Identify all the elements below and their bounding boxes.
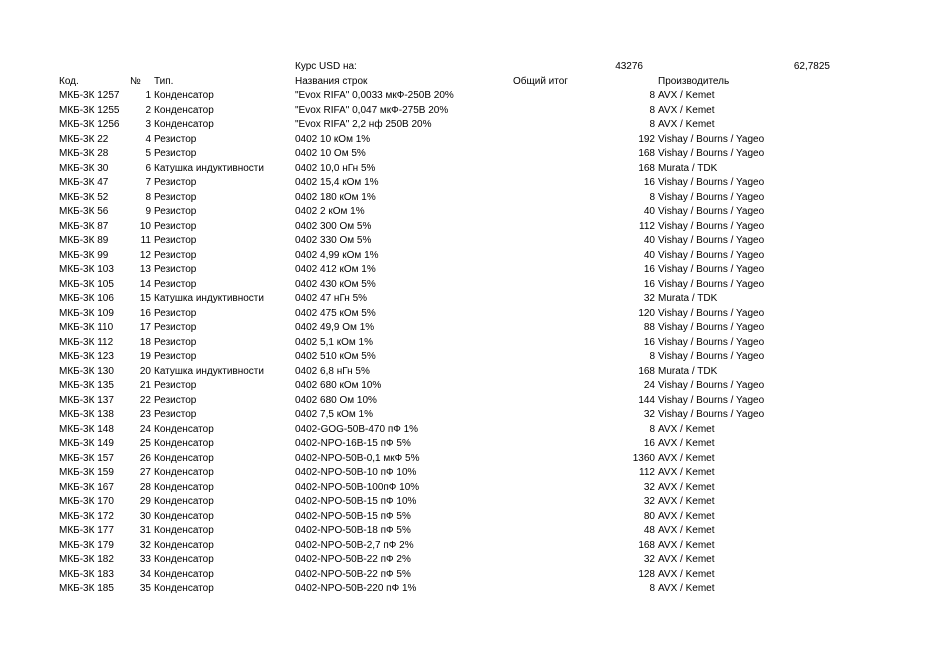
table-row [0, 495, 935, 510]
cell-type: Конденсатор [154, 452, 214, 464]
cell-total: 168 [638, 365, 655, 377]
cell-total: 16 [643, 264, 655, 275]
cell-total: 8 [649, 90, 655, 101]
cell-code: МКБ-3К 167 [59, 481, 114, 493]
cell-manufacturer: AVX / Kemet [658, 568, 715, 580]
cell-number: 32 [139, 539, 151, 551]
table-row [0, 408, 935, 423]
cell-number: 20 [139, 365, 151, 377]
cell-total: 120 [638, 307, 655, 319]
table-header-row [0, 75, 935, 90]
cell-manufacturer: Murata / TDK [658, 365, 718, 377]
cell-type: Конденсатор [154, 554, 214, 565]
cell-manufacturer: Vishay / Bourns / Yageo [658, 307, 765, 319]
cell-type: Резистор [154, 409, 197, 420]
cell-total: 40 [643, 235, 655, 246]
cell-type: Конденсатор [154, 438, 214, 449]
cell-total: 24 [643, 380, 655, 391]
cell-number: 35 [139, 583, 151, 594]
column-header-total: Общий итог [513, 75, 568, 87]
cell-name: 0402-NPO-50В-22 пФ 2% [295, 554, 411, 565]
cell-manufacturer: Vishay / Bourns / Yageo [658, 177, 765, 188]
column-header-name: Названия строк [295, 75, 368, 87]
table-row [0, 437, 935, 452]
cell-type: Конденсатор [154, 119, 214, 130]
cell-number: 7 [145, 177, 151, 188]
exchange-rate-label: Курс USD на: [295, 61, 357, 72]
cell-total: 32 [643, 409, 655, 420]
cell-manufacturer: Vishay / Bourns / Yageo [658, 394, 765, 406]
cell-manufacturer: Vishay / Bourns / Yageo [658, 133, 765, 145]
cell-type: Конденсатор [154, 481, 214, 493]
cell-code: МКБ-3К 103 [59, 264, 114, 275]
cell-name: 0402 300 Ом 5% [295, 220, 372, 232]
cell-type: Резистор [154, 322, 197, 333]
cell-name: 0402 180 кОм 1% [295, 191, 376, 203]
cell-type: Резистор [154, 235, 197, 246]
table-row [0, 524, 935, 539]
cell-type: Резистор [154, 278, 197, 290]
cell-total: 32 [643, 293, 655, 304]
cell-manufacturer: AVX / Kemet [658, 438, 715, 449]
table-row [0, 553, 935, 568]
table-row [0, 263, 935, 278]
cell-name: 0402 49,9 Ом 1% [295, 322, 375, 333]
cell-number: 6 [145, 162, 151, 174]
cell-manufacturer: Vishay / Bourns / Yageo [658, 322, 765, 333]
cell-total: 168 [638, 162, 655, 174]
cell-total: 128 [638, 568, 655, 580]
table-row [0, 510, 935, 525]
cell-code: МКБ-3К 182 [59, 554, 114, 565]
cell-code: МКБ-3К 106 [59, 293, 114, 304]
cell-total: 168 [638, 148, 655, 159]
cell-type: Резистор [154, 191, 197, 203]
cell-code: МКБ-3К 135 [59, 380, 114, 391]
cell-type: Конденсатор [154, 423, 214, 435]
cell-number: 27 [139, 467, 151, 478]
cell-total: 16 [643, 336, 655, 348]
cell-code: МКБ-3К 148 [59, 423, 114, 435]
cell-type: Конденсатор [154, 583, 214, 594]
cell-number: 23 [139, 409, 151, 420]
table-row [0, 379, 935, 394]
cell-manufacturer: Vishay / Bourns / Yageo [658, 206, 765, 217]
cell-name: "Evox RIFA" 2,2 нф 250В 20% [295, 119, 432, 130]
cell-code: МКБ-3К 138 [59, 409, 114, 420]
cell-total: 168 [638, 539, 655, 551]
cell-number: 5 [145, 148, 151, 159]
cell-manufacturer: AVX / Kemet [658, 525, 715, 536]
table-row [0, 249, 935, 264]
cell-manufacturer: Vishay / Bourns / Yageo [658, 191, 765, 203]
cell-manufacturer: AVX / Kemet [658, 452, 715, 464]
cell-name: 0402-GOG-50В-470 пФ 1% [295, 423, 419, 435]
table-row [0, 292, 935, 307]
cell-name: 0402-NPO-50В-0,1 мкФ 5% [295, 452, 420, 464]
column-header-code: Код. [59, 75, 79, 87]
cell-total: 16 [643, 177, 655, 188]
table-row [0, 118, 935, 133]
table-row [0, 539, 935, 554]
cell-number: 14 [139, 278, 151, 290]
cell-type: Резистор [154, 380, 197, 391]
cell-total: 32 [643, 496, 655, 507]
cell-name: 0402 5,1 кОм 1% [295, 336, 373, 348]
cell-name: 0402-NPO-50В-15 пФ 5% [295, 510, 411, 522]
cell-manufacturer: Vishay / Bourns / Yageo [658, 380, 765, 391]
cell-total: 8 [649, 104, 655, 116]
cell-code: МКБ-3К 109 [59, 307, 114, 319]
cell-name: 0402 475 кОм 5% [295, 307, 376, 319]
cell-name: 0402-NPO-50В-220 пФ 1% [295, 583, 417, 594]
cell-name: 0402 680 кОм 10% [295, 380, 382, 391]
cell-name: 0402 47 нГн 5% [295, 293, 368, 304]
cell-type: Резистор [154, 206, 197, 217]
cell-type: Резистор [154, 264, 197, 275]
cell-number: 1 [145, 90, 151, 101]
cell-code: МКБ-3К 52 [59, 191, 109, 203]
cell-total: 16 [643, 278, 655, 290]
cell-name: 0402 6,8 нГн 5% [295, 365, 370, 377]
cell-manufacturer: AVX / Kemet [658, 496, 715, 507]
cell-code: МКБ-3К 159 [59, 467, 114, 478]
cell-total: 32 [643, 554, 655, 565]
cell-name: 0402 15,4 кОм 1% [295, 177, 379, 188]
cell-total: 112 [639, 467, 655, 478]
cell-number: 28 [139, 481, 151, 493]
cell-number: 18 [139, 336, 151, 348]
cell-number: 17 [139, 322, 151, 333]
cell-manufacturer: AVX / Kemet [658, 481, 715, 493]
cell-code: МКБ-3К 56 [59, 206, 109, 217]
cell-type: Резистор [154, 336, 197, 348]
cell-code: МКБ-3К 1257 [59, 90, 120, 101]
table-row [0, 205, 935, 220]
cell-name: 0402-NPO-16В-15 пФ 5% [295, 438, 411, 449]
cell-number: 29 [139, 496, 151, 507]
cell-number: 16 [139, 307, 151, 319]
cell-code: МКБ-3К 105 [59, 278, 114, 290]
cell-number: 30 [139, 510, 151, 522]
exchange-rate-value: 62,7825 [793, 61, 830, 72]
cell-type: Резистор [154, 133, 197, 145]
cell-type: Резистор [154, 351, 197, 362]
cell-name: 0402 430 кОм 5% [295, 278, 376, 290]
cell-type: Резистор [154, 148, 197, 159]
cell-name: "Evox RIFA" 0,047 мкФ-275В 20% [295, 104, 449, 116]
cell-name: 0402-NPO-50В-15 пФ 10% [295, 496, 417, 507]
cell-number: 33 [139, 554, 151, 565]
cell-code: МКБ-3К 87 [59, 220, 109, 232]
cell-manufacturer: Vishay / Bourns / Yageo [658, 351, 765, 362]
cell-type: Резистор [154, 307, 197, 319]
cell-total: 8 [649, 423, 655, 435]
cell-name: 0402-NPO-50В-10 пФ 10% [295, 467, 417, 478]
cell-manufacturer: Vishay / Bourns / Yageo [658, 249, 765, 261]
cell-total: 40 [643, 206, 655, 217]
cell-type: Конденсатор [154, 104, 214, 116]
cell-code: МКБ-3К 28 [59, 148, 109, 159]
table-row [0, 176, 935, 191]
cell-name: 0402 10 кОм 1% [295, 133, 371, 145]
table-row [0, 350, 935, 365]
cell-code: МКБ-3К 89 [59, 235, 109, 246]
table-row [0, 147, 935, 162]
column-header-number: № [130, 75, 141, 87]
cell-type: Резистор [154, 394, 197, 406]
cell-name: 0402 4,99 кОм 1% [295, 249, 379, 261]
cell-manufacturer: AVX / Kemet [658, 423, 715, 435]
cell-code: МКБ-3К 170 [59, 496, 114, 507]
cell-type: Конденсатор [154, 525, 214, 536]
cell-number: 25 [139, 438, 151, 449]
cell-code: МКБ-3К 22 [59, 133, 109, 145]
table-row [0, 162, 935, 177]
table-row [0, 394, 935, 409]
cell-code: МКБ-3К 137 [59, 394, 114, 406]
cell-code: МКБ-3К 47 [59, 177, 109, 188]
table-row [0, 582, 935, 597]
cell-type: Конденсатор [154, 568, 214, 580]
exchange-rate-date: 43276 [615, 61, 643, 72]
cell-total: 40 [643, 249, 655, 261]
cell-name: 0402-NPO-50В-18 пФ 5% [295, 525, 411, 536]
cell-name: 0402 680 Ом 10% [295, 394, 377, 406]
cell-code: МКБ-3К 110 [59, 322, 114, 333]
column-header-type: Тип. [154, 75, 174, 87]
table-row [0, 336, 935, 351]
cell-manufacturer: Vishay / Bourns / Yageo [658, 264, 765, 275]
cell-type: Конденсатор [154, 467, 214, 478]
table-row [0, 481, 935, 496]
cell-number: 12 [139, 249, 151, 261]
cell-name: 0402 412 кОм 1% [295, 264, 376, 275]
cell-type: Резистор [154, 177, 197, 188]
cell-total: 1360 [632, 452, 655, 464]
cell-number: 10 [139, 220, 151, 232]
cell-type: Конденсатор [154, 539, 214, 551]
cell-type: Конденсатор [154, 496, 214, 507]
cell-name: 0402 330 Ом 5% [295, 235, 372, 246]
table-row [0, 568, 935, 583]
cell-name: 0402 10,0 нГн 5% [295, 162, 376, 174]
cell-name: 0402-NPO-50В-2,7 пФ 2% [295, 539, 414, 551]
cell-manufacturer: Vishay / Bourns / Yageo [658, 235, 765, 246]
cell-number: 26 [139, 452, 151, 464]
cell-type: Резистор [154, 220, 197, 232]
cell-type: Катушка индуктивности [154, 365, 264, 377]
table-row [0, 321, 935, 336]
cell-manufacturer: Vishay / Bourns / Yageo [658, 278, 765, 290]
table-row [0, 89, 935, 104]
cell-type: Катушка индуктивности [154, 293, 264, 304]
cell-total: 88 [643, 322, 655, 333]
cell-number: 9 [145, 206, 151, 217]
cell-manufacturer: Vishay / Bourns / Yageo [658, 148, 765, 159]
cell-number: 31 [139, 525, 151, 536]
cell-number: 24 [139, 423, 151, 435]
cell-number: 34 [139, 568, 151, 580]
cell-manufacturer: Murata / TDK [658, 293, 718, 304]
exchange-rate-row [0, 60, 935, 75]
cell-number: 2 [145, 104, 151, 116]
cell-manufacturer: AVX / Kemet [658, 104, 715, 116]
cell-total: 16 [643, 438, 655, 449]
cell-manufacturer: AVX / Kemet [658, 554, 715, 565]
cell-manufacturer: AVX / Kemet [658, 467, 715, 478]
cell-manufacturer: AVX / Kemet [658, 583, 715, 594]
cell-code: МКБ-3К 185 [59, 583, 114, 594]
cell-code: МКБ-3К 99 [59, 249, 109, 261]
cell-total: 8 [649, 351, 655, 362]
cell-manufacturer: Vishay / Bourns / Yageo [658, 336, 765, 348]
cell-manufacturer: AVX / Kemet [658, 510, 715, 522]
table-row [0, 133, 935, 148]
cell-manufacturer: AVX / Kemet [658, 119, 715, 130]
cell-name: 0402-NPO-50В-22 пФ 5% [295, 568, 411, 580]
cell-number: 3 [145, 119, 151, 130]
cell-total: 8 [649, 583, 655, 594]
cell-code: МКБ-3К 130 [59, 365, 114, 377]
cell-number: 22 [139, 394, 151, 406]
cell-number: 13 [139, 264, 151, 275]
cell-type: Конденсатор [154, 510, 214, 522]
cell-manufacturer: Vishay / Bourns / Yageo [658, 409, 765, 420]
cell-name: 0402 10 Ом 5% [295, 148, 366, 159]
table-row [0, 452, 935, 467]
cell-code: МКБ-3К 123 [59, 351, 114, 362]
cell-total: 8 [649, 119, 655, 130]
cell-code: МКБ-3К 30 [59, 162, 109, 174]
cell-number: 4 [145, 133, 151, 145]
cell-type: Конденсатор [154, 90, 214, 101]
cell-total: 80 [643, 510, 655, 522]
cell-number: 21 [139, 380, 151, 391]
table-row [0, 466, 935, 481]
cell-manufacturer: AVX / Kemet [658, 90, 715, 101]
table-row [0, 220, 935, 235]
cell-code: МКБ-3К 177 [59, 525, 114, 536]
table-row [0, 191, 935, 206]
table-row [0, 278, 935, 293]
cell-name: 0402 7,5 кОм 1% [295, 409, 373, 420]
cell-code: МКБ-3К 1256 [59, 119, 120, 130]
table-row [0, 104, 935, 119]
cell-name: 0402 2 кОм 1% [295, 206, 365, 217]
cell-name: 0402 510 кОм 5% [295, 351, 376, 362]
cell-code: МКБ-3К 149 [59, 438, 114, 449]
cell-total: 48 [643, 525, 655, 536]
cell-number: 19 [139, 351, 151, 362]
cell-code: МКБ-3К 183 [59, 568, 114, 580]
cell-type: Резистор [154, 249, 197, 261]
cell-code: МКБ-3К 179 [59, 539, 114, 551]
table-row [0, 365, 935, 380]
cell-total: 192 [638, 133, 655, 145]
cell-total: 32 [643, 481, 655, 493]
cell-total: 8 [649, 191, 655, 203]
table-row [0, 307, 935, 322]
cell-total: 112 [639, 220, 655, 232]
cell-name: 0402-NPO-50В-100пФ 10% [295, 481, 420, 493]
cell-code: МКБ-3К 112 [59, 336, 114, 348]
cell-number: 8 [145, 191, 151, 203]
cell-code: МКБ-3К 157 [59, 452, 114, 464]
cell-manufacturer: Murata / TDK [658, 162, 718, 174]
table-row [0, 234, 935, 249]
table-row [0, 423, 935, 438]
cell-type: Катушка индуктивности [154, 162, 264, 174]
column-header-manufacturer: Производитель [658, 75, 730, 87]
cell-number: 11 [140, 235, 151, 246]
cell-code: МКБ-3К 1255 [59, 104, 120, 116]
cell-manufacturer: AVX / Kemet [658, 539, 715, 551]
cell-number: 15 [139, 293, 151, 304]
cell-total: 144 [638, 394, 655, 406]
cell-name: "Evox RIFA" 0,0033 мкФ-250В 20% [295, 90, 454, 101]
cell-manufacturer: Vishay / Bourns / Yageo [658, 220, 765, 232]
cell-code: МКБ-3К 172 [59, 510, 114, 522]
